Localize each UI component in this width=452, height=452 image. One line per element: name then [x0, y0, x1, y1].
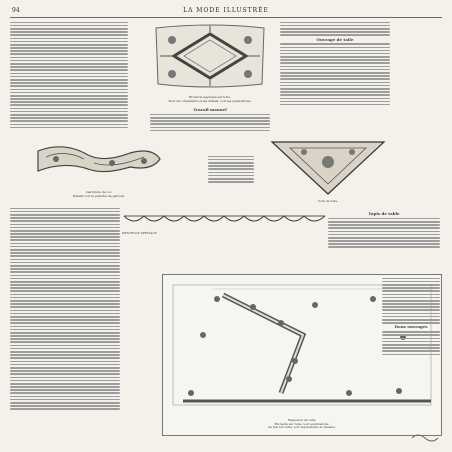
heading-ouvrage: Ouvrage de toile [316, 36, 354, 42]
collar-caption: Garniture de col. [86, 190, 112, 194]
edging-drawing [122, 212, 327, 228]
ornament-icon [410, 432, 440, 444]
heading-travail: Travail manuel [193, 108, 227, 112]
tulle-caption-3: Se fait sur tulle, voir explications et dessins. [268, 425, 336, 430]
cushion-caption: Broderie appliqué sur toile. [189, 95, 231, 99]
collar-caption-detail: Détails voir la planche de patrons. [72, 193, 126, 198]
section-final: Doux ouvrages [394, 324, 428, 330]
left-lower-text [10, 206, 120, 441]
magazine-page [10, 6, 442, 446]
left-text-column [10, 20, 128, 140]
tulle-caption: Napperon de tulle. [287, 418, 317, 422]
edging-label: DENTELLE SPÉCIALE [122, 231, 157, 235]
middle-small-text [208, 154, 254, 198]
corner-caption: Coin de toile. [317, 199, 339, 203]
right-text-column [280, 20, 390, 140]
middle-text-column [150, 108, 270, 144]
cushion-drawing [150, 20, 270, 92]
page-number: 94 [12, 7, 20, 14]
edging-strip [122, 212, 327, 234]
heading-tapis: Tapis de table [368, 212, 400, 216]
header-rule [10, 17, 442, 18]
page-header [10, 6, 442, 16]
magazine-title: LA MODE ILLUSTRÉE [183, 7, 269, 14]
far-right-text [382, 276, 440, 406]
corner-illustration [268, 140, 388, 206]
tulle-caption-2: Broderie sur tulle, voir explications. [274, 421, 330, 426]
cushion-illustration [150, 20, 270, 102]
corner-drawing [268, 140, 388, 196]
right-lower-text [328, 212, 440, 272]
cushion-caption-detail: Pour les ornements et les détails, voir les explications. [168, 98, 252, 103]
collar-illustration [34, 141, 164, 201]
collar-drawing [34, 141, 164, 187]
